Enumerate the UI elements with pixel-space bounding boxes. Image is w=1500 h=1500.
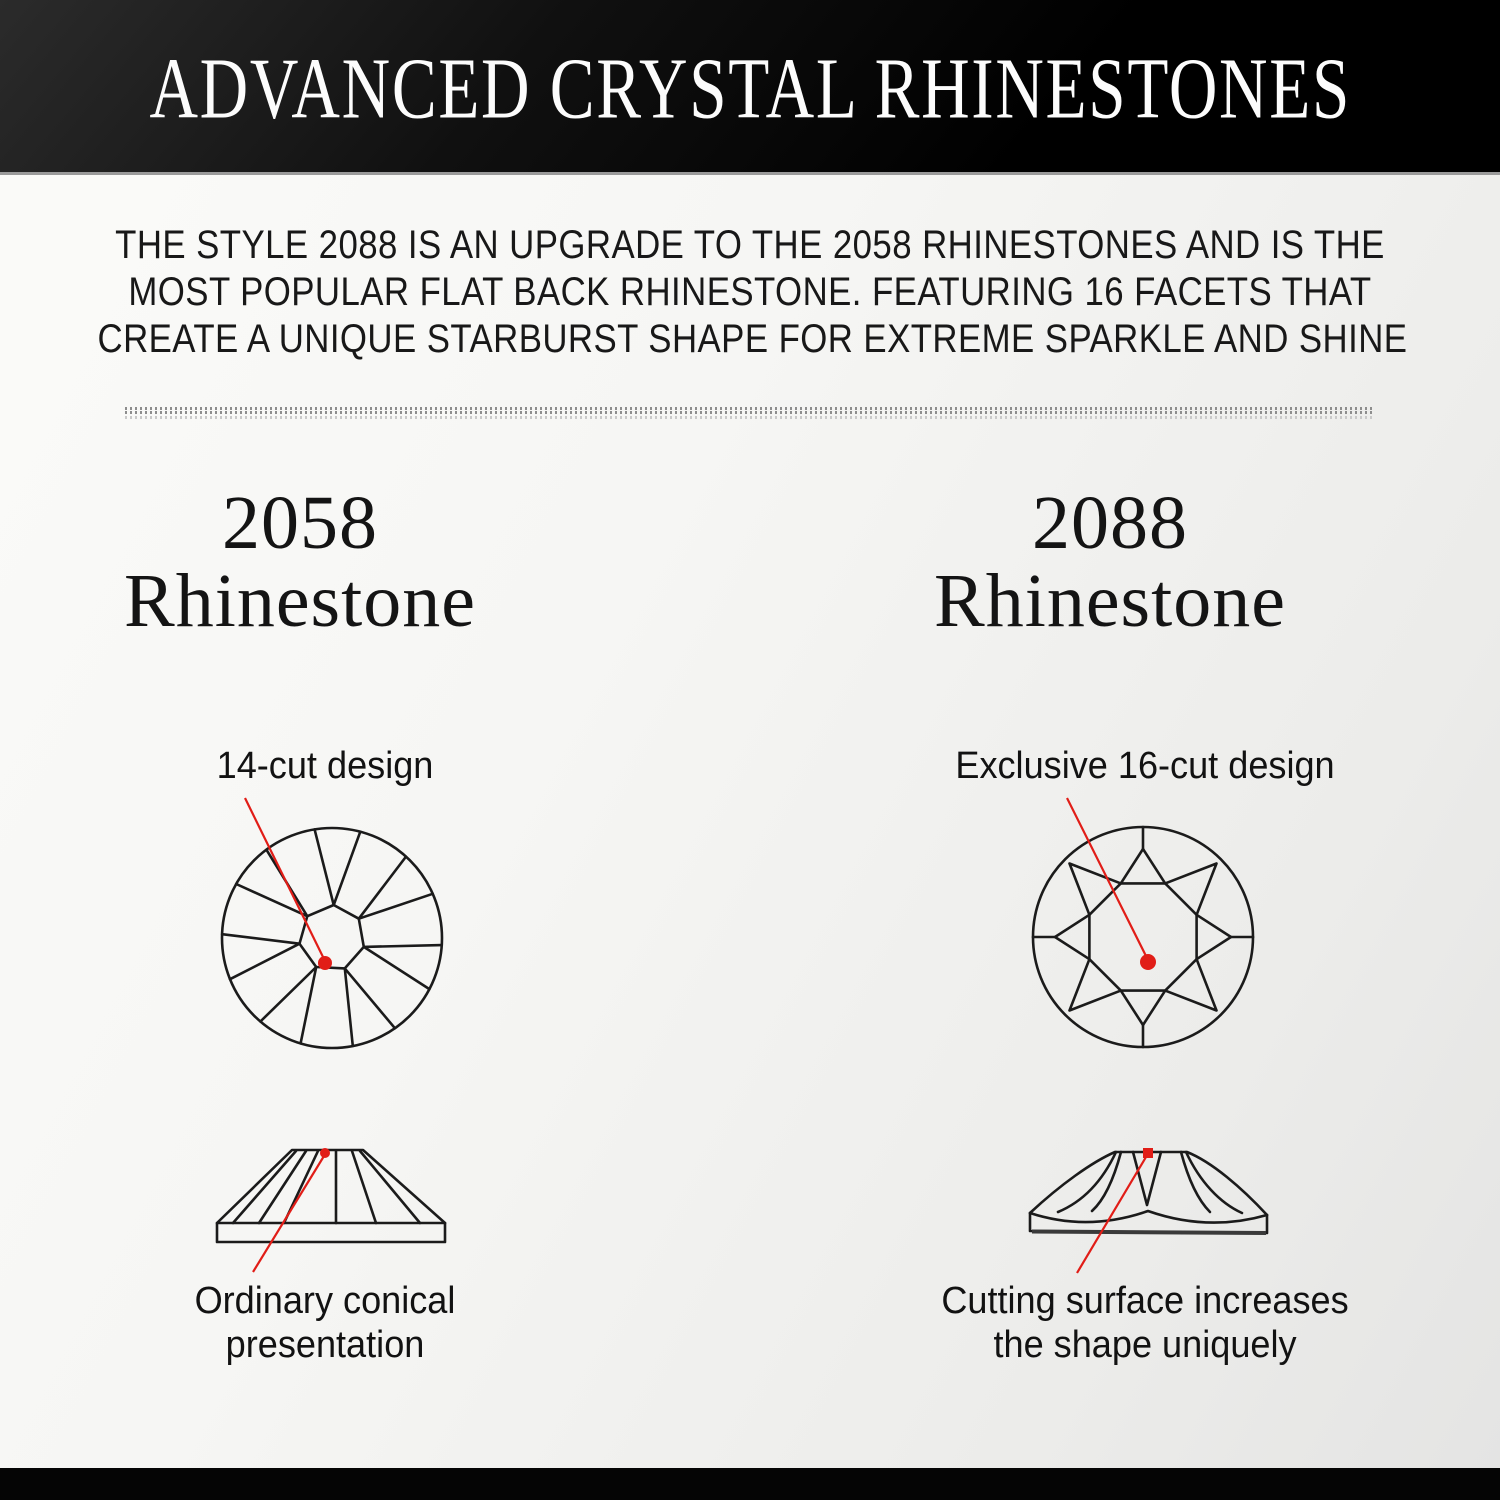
center-facet-octagon — [1089, 883, 1196, 990]
rhinestone-2088-side-view-diagram — [960, 1140, 1330, 1285]
leader-line — [1067, 798, 1146, 956]
heading-2058-type: Rhinestone — [124, 559, 476, 643]
red-marker-dot — [1140, 954, 1156, 970]
red-marker-dot — [320, 1148, 330, 1158]
leader-line — [245, 798, 324, 959]
heading-2088 — [810, 481, 1410, 643]
page-title: ADVANCED CRYSTAL RHINESTONES — [149, 41, 1351, 137]
heading-2058 — [0, 481, 600, 643]
crown-facet-lines — [233, 1151, 420, 1223]
label-cutting-surface-line-1: Cutting surface increases — [941, 1280, 1349, 1322]
rhinestone-2088-top-view-diagram — [960, 792, 1330, 1062]
crown-outline — [1030, 1152, 1267, 1215]
crown-facet-lines — [1058, 1152, 1242, 1213]
heading-2058-model: 2058 — [222, 481, 378, 565]
heading-2088-type: Rhinestone — [934, 559, 1286, 643]
center-facet-heptagon — [300, 905, 364, 968]
intro-line-1: THE STYLE 2088 IS AN UPGRADE TO THE 2058 RHINESTONES AND IS THE — [115, 223, 1385, 267]
intro-line-3: CREATE A UNIQUE STARBURST SHAPE FOR EXTREME SPARKLE AND SHINE — [97, 317, 1408, 361]
red-marker-dot — [1143, 1148, 1153, 1158]
intro-paragraph — [97, 222, 1408, 363]
radial-facet-lines — [222, 829, 442, 1046]
red-marker-dot — [318, 956, 332, 970]
label-16-cut-design: Exclusive 16-cut design — [955, 745, 1335, 787]
label-cutting-surface-line-2: the shape uniquely — [993, 1324, 1297, 1366]
heading-2088-model: 2088 — [1032, 481, 1188, 565]
dotted-divider — [125, 407, 1375, 419]
rhinestone-2058-side-view-diagram — [150, 1140, 520, 1285]
girdle-line — [1030, 1211, 1267, 1223]
flat-base — [217, 1223, 445, 1242]
footer-bar — [0, 1468, 1500, 1500]
base-bottom-edge — [1032, 1232, 1266, 1234]
rhinestone-2058-top-view-diagram — [150, 792, 520, 1062]
label-14-cut-design: 14-cut design — [216, 745, 434, 787]
header-banner — [0, 0, 1500, 175]
girdle-outline-circle — [1033, 827, 1253, 1047]
label-ordinary-conical-line-2: presentation — [225, 1324, 425, 1366]
label-cutting-surface — [908, 1279, 1383, 1367]
label-ordinary-conical — [88, 1279, 563, 1367]
intro-line-2: MOST POPULAR FLAT BACK RHINESTONE. FEATURING 16 FACETS THAT — [128, 270, 1372, 314]
label-ordinary-conical-line-1: Ordinary conical — [194, 1280, 456, 1322]
